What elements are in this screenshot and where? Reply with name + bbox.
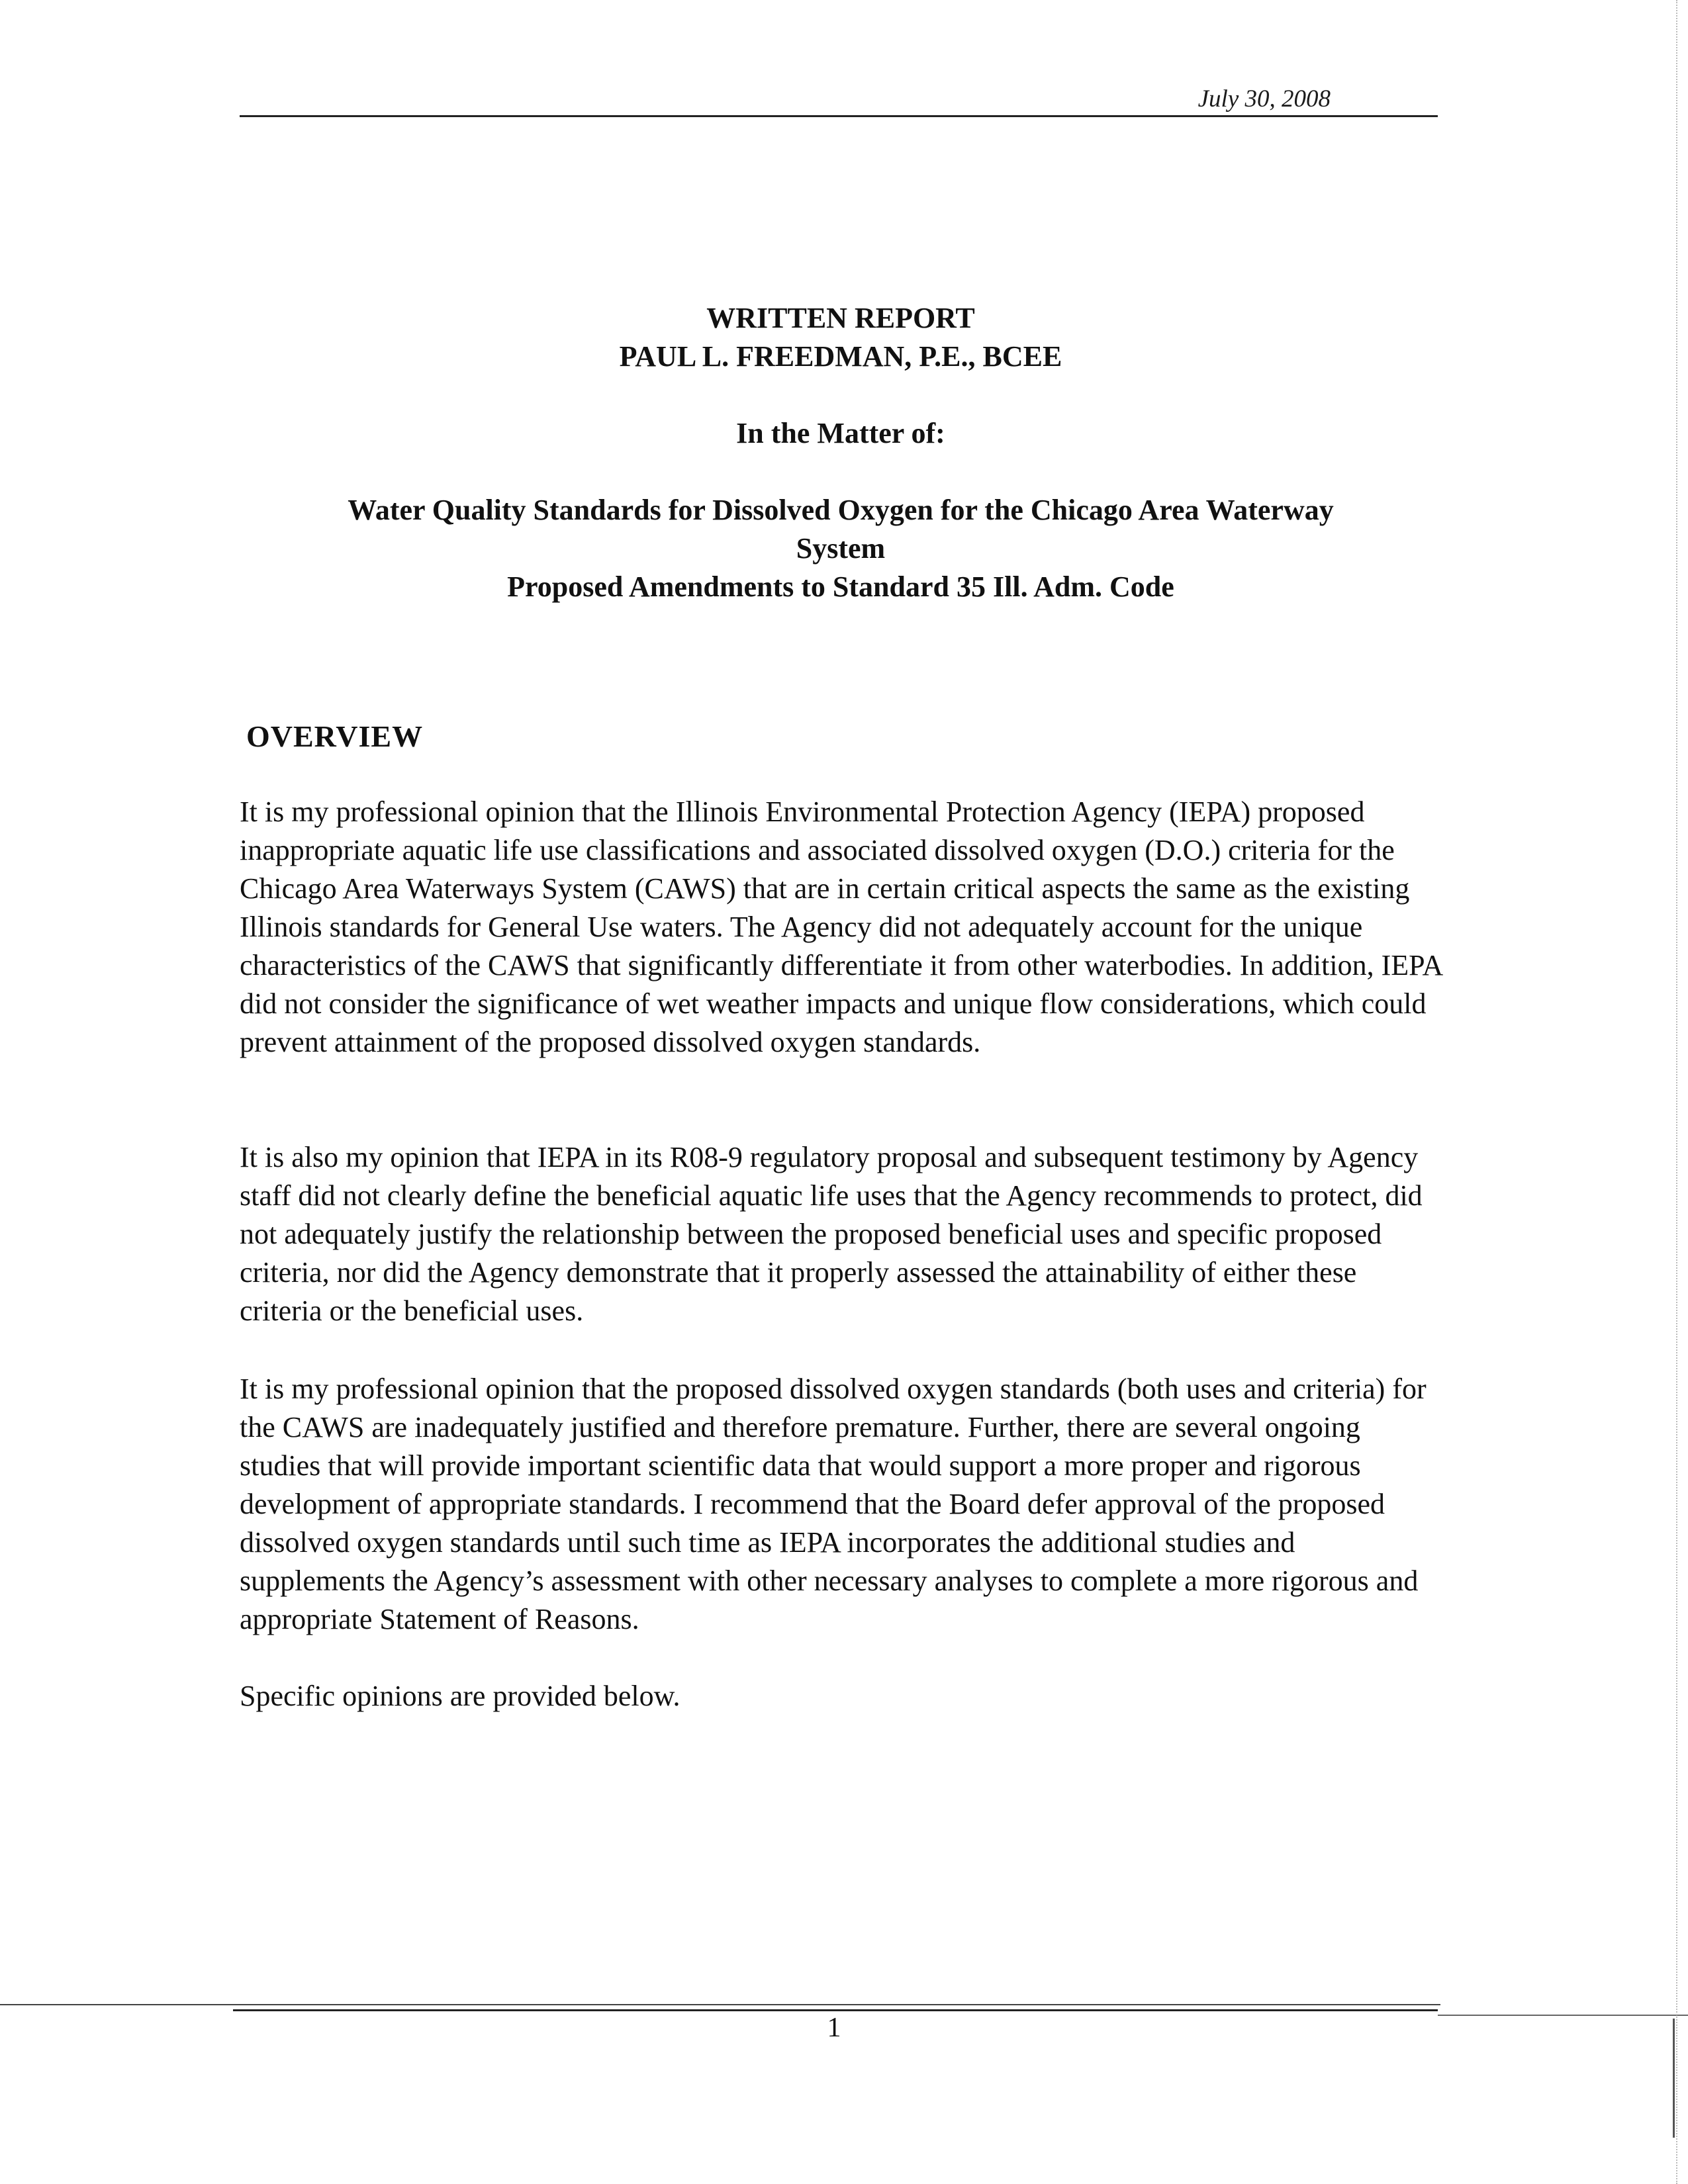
footer-rule [233,2009,1438,2011]
footer-rule [0,2004,1440,2005]
overview-paragraph-1: It is my professional opinion that the Illinois Environmental Protection Agency (IEPA) proposed inappropriate aquatic life use classifications and associated dissolved oxygen (D.O.) criteria for the Chicago Area Waterways System (CAWS) that are in certain critical aspects the same as the existing Illinois standards for General Use waters. The Agency did not adequately account for the unique characteristics of the CAWS that significantly differentiate it from other waterbodies. In addition, IEPA did not consider the significance of wet weather impacts and unique flow considerations, which could prevent attainment of the proposed dissolved oxygen standards. [240,796,1442,1058]
spacer [199,376,1483,414]
title-block [199,299,1483,606]
report-title: WRITTEN REPORT [706,302,975,334]
header-date: July 30, 2008 [1197,85,1331,113]
header-rule [240,115,1438,117]
matter-label: In the Matter of: [736,417,945,449]
page-number: 1 [827,2013,841,2043]
matter-title-line1: Water Quality Standards for Dissolved Oxygen for the Chicago Area Waterway [348,494,1334,526]
scan-edge-line [1676,0,1677,2184]
overview-paragraph-4: Specific opinions are provided below. [240,1680,680,1712]
overview-paragraph-3: It is my professional opinion that the proposed dissolved oxygen standards (both uses and criteria) for the CAWS are inadequately justified and therefore premature. Further, there are several ongoing studies that will provide important scientific data that would support a more proper and rigorous development of appropriate standards. I recommend that the Board defer approval of the proposed dissolved oxygen standards until such time as IEPA incorporates the additional studies and supplements the Agency’s assessment with other necessary analyses to complete a more rigorous and appropriate Statement of Reasons. [240,1373,1427,1635]
scan-edge-mark [1673,2019,1675,2138]
overview-heading: OVERVIEW [246,719,424,753]
overview-paragraph-2: It is also my opinion that IEPA in its R08-9 regulatory proposal and subsequent testimony by Agency staff did not clearly define the beneficial aquatic life uses that the Agency recommends to protect, did not adequately justify the relationship between the proposed beneficial uses and specific proposed criteria, nor did the Agency demonstrate that it properly assessed the attainability of either these criteria or the beneficial uses. [240,1141,1423,1327]
spacer [199,453,1483,491]
matter-subtitle: Proposed Amendments to Standard 35 Ill. Adm. Code [507,570,1174,603]
footer-rule [1438,2015,1688,2016]
matter-title-line2: System [796,532,886,565]
author-name: PAUL L. FREEDMAN, P.E., BCEE [619,340,1062,373]
